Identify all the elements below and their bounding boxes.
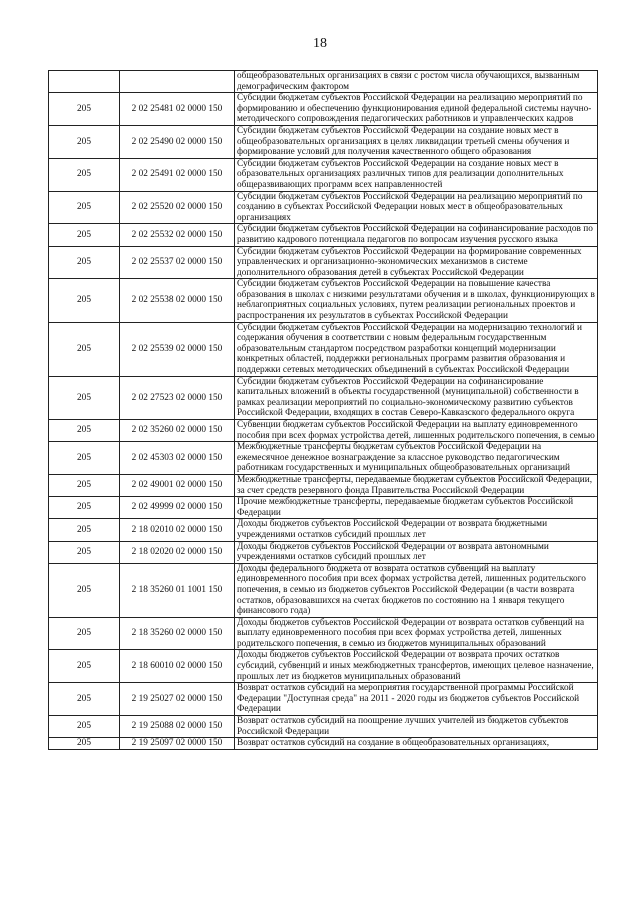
description-cell: Субсидии бюджетам субъектов Российской Федерации на создание новых мест в образовательных организациях различных типов для реализации дополнительных общеразвивающих программ всех направленностей [235, 158, 598, 191]
admin-code-cell: 205 [49, 497, 120, 519]
description-cell: Субсидии бюджетам субъектов Российской Федерации на софинансирование капитальных вложений в объекты государственной (муниципальной) собственности в рамках реализации мероприятий по социально-экономическому развитию субъектов Российской Федерации, входящих в состав Северо-Кавказского федерального округа [235, 376, 598, 419]
budget-code-cell: 2 19 25027 02 0000 150 [120, 683, 235, 716]
description-cell: Доходы бюджетов субъектов Российской Федерации от возврата остатков субвенций на выплату единовременного пособия при всех формах устройства детей, лишенных родительского попечения, в семью из бюджетов муниципальных образований [235, 617, 598, 650]
description-cell: Доходы бюджетов субъектов Российской Федерации от возврата прочих остатков субсидий, субвенций и иных межбюджетных трансфертов, имеющих целевое назначение, прошлых лет из бюджетов муниципальных образований [235, 650, 598, 683]
budget-code-cell: 2 02 25481 02 0000 150 [120, 93, 235, 126]
description-cell: Доходы бюджетов субъектов Российской Федерации от возврата автономными учреждениями остатков субсидий прошлых лет [235, 541, 598, 563]
description-cell: Субсидии бюджетам субъектов Российской Федерации на создание новых мест в общеобразовательных организациях в целях ликвидации третьей смены обучения и формирование условий для получения качественного общего образования [235, 125, 598, 158]
budget-code-cell: 2 02 25491 02 0000 150 [120, 158, 235, 191]
table-row [49, 650, 598, 683]
admin-code-cell: 205 [49, 93, 120, 126]
table-row [49, 497, 598, 519]
description-cell: общеобразовательных организациях в связи с ростом числа обучающихся, вызванным демографическим фактором [235, 71, 598, 93]
admin-code-cell: 205 [49, 650, 120, 683]
budget-code-cell: 2 02 27523 02 0000 150 [120, 376, 235, 419]
budget-code-cell: 2 19 25088 02 0000 150 [120, 716, 235, 738]
admin-code-cell: 205 [49, 191, 120, 224]
table-row [49, 420, 598, 442]
admin-code-cell: 205 [49, 322, 120, 376]
table-row [49, 716, 598, 738]
admin-code-cell: 205 [49, 279, 120, 322]
table-row [49, 71, 598, 93]
budget-code-cell: 2 02 49001 02 0000 150 [120, 474, 235, 496]
budget-code-cell: 2 02 25538 02 0000 150 [120, 279, 235, 322]
table-row [49, 738, 598, 750]
description-cell: Доходы федерального бюджета от возврата остатков субвенций на выплату единовременного пособия при всех формах устройства детей, лишенных родительского попечения, в семью из бюджетов субъектов Российской Федерации (в части возврата остатков, образовавшихся на счетах бюджетов по состоянию на 1 января текущего финансового года) [235, 563, 598, 617]
budget-code-cell: 2 19 25097 02 0000 150 [120, 738, 235, 750]
page-number: 18 [313, 36, 327, 51]
table-row [49, 563, 598, 617]
budget-code-cell: 2 02 45303 02 0000 150 [120, 442, 235, 475]
admin-code-cell: 205 [49, 420, 120, 442]
description-cell: Возврат остатков субсидий на поощрение лучших учителей из бюджетов субъектов Российской Федерации [235, 716, 598, 738]
admin-code-cell: 205 [49, 246, 120, 279]
budget-code-cell: 2 18 35260 02 0000 150 [120, 617, 235, 650]
budget-code-cell: 2 18 35260 01 1001 150 [120, 563, 235, 617]
budget-code-cell: 2 18 02010 02 0000 150 [120, 519, 235, 541]
table-row [49, 617, 598, 650]
description-cell: Субвенции бюджетам субъектов Российской Федерации на выплату единовременного пособия при всех формах устройства детей, лишенных родительского попечения, в семью [235, 420, 598, 442]
budget-classification-table [48, 70, 598, 750]
description-cell: Возврат остатков субсидий на создание в общеобразовательных организациях, [235, 738, 598, 750]
description-cell: Субсидии бюджетам субъектов Российской Федерации на реализацию мероприятий по формированию и обеспечению функционирования единой федеральной системы научно-методического сопровождения педагогических работников и управленческих кадров [235, 93, 598, 126]
budget-code-cell: 2 18 60010 02 0000 150 [120, 650, 235, 683]
table-row [49, 125, 598, 158]
admin-code-cell: 205 [49, 716, 120, 738]
admin-code-cell: 205 [49, 617, 120, 650]
description-cell: Межбюджетные трансферты, передаваемые бюджетам субъектов Российской Федерации, за счет средств резервного фонда Правительства Российской Федерации [235, 474, 598, 496]
budget-code-cell [120, 71, 235, 93]
table-row [49, 442, 598, 475]
description-cell: Субсидии бюджетам субъектов Российской Федерации на повышение качества образования в школах с низкими результатами обучения и в школах, функционирующих в неблагоприятных социальных условиях, путем реализации региональных проектов и распространения их результатов в субъектах Российской Федерации [235, 279, 598, 322]
table-row [49, 322, 598, 376]
description-cell: Субсидии бюджетам субъектов Российской Федерации на модернизацию технологий и содержания обучения в соответствии с новым федеральным государственным образовательным стандартом посредством разработки концепций модернизации конкретных областей, поддержки региональных программ развития образования и поддержки сетевых методических объединений в субъектах Российской Федерации [235, 322, 598, 376]
table-row [49, 93, 598, 126]
budget-code-cell: 2 02 25539 02 0000 150 [120, 322, 235, 376]
admin-code-cell [49, 71, 120, 93]
description-cell: Субсидии бюджетам субъектов Российской Федерации на софинансирование расходов по развитию кадрового потенциала педагогов по вопросам изучения русского языка [235, 224, 598, 246]
table-row [49, 519, 598, 541]
table-row [49, 224, 598, 246]
table-row [49, 474, 598, 496]
admin-code-cell: 205 [49, 683, 120, 716]
admin-code-cell: 205 [49, 376, 120, 419]
description-cell: Доходы бюджетов субъектов Российской Федерации от возврата бюджетными учреждениями остатков субсидий прошлых лет [235, 519, 598, 541]
admin-code-cell: 205 [49, 442, 120, 475]
admin-code-cell: 205 [49, 158, 120, 191]
table-row [49, 683, 598, 716]
budget-code-cell: 2 02 35260 02 0000 150 [120, 420, 235, 442]
admin-code-cell: 205 [49, 125, 120, 158]
admin-code-cell: 205 [49, 474, 120, 496]
table-row [49, 158, 598, 191]
description-cell: Межбюджетные трансферты бюджетам субъектов Российской Федерации на ежемесячное денежное вознаграждение за классное руководство педагогическим работникам государственных и муниципальных общеобразовательных организаций [235, 442, 598, 475]
admin-code-cell: 205 [49, 519, 120, 541]
table-row [49, 191, 598, 224]
description-cell: Возврат остатков субсидий на мероприятия государственной программы Российской Федерации "Доступная среда" на 2011 - 2020 годы из бюджетов субъектов Российской Федерации [235, 683, 598, 716]
admin-code-cell: 205 [49, 541, 120, 563]
admin-code-cell: 205 [49, 738, 120, 750]
budget-code-cell: 2 02 25537 02 0000 150 [120, 246, 235, 279]
budget-code-cell: 2 02 25490 02 0000 150 [120, 125, 235, 158]
table-row [49, 376, 598, 419]
admin-code-cell: 205 [49, 224, 120, 246]
table-row [49, 279, 598, 322]
admin-code-cell: 205 [49, 563, 120, 617]
description-cell: Субсидии бюджетам субъектов Российской Федерации на реализацию мероприятий по созданию в субъектах Российской Федерации новых мест в общеобразовательных организациях [235, 191, 598, 224]
description-cell: Субсидии бюджетам субъектов Российской Федерации на формирование современных управленческих и организационно-экономических механизмов в системе дополнительного образования детей в субъектах Российской Федерации [235, 246, 598, 279]
table-row [49, 541, 598, 563]
budget-code-cell: 2 02 25520 02 0000 150 [120, 191, 235, 224]
budget-code-cell: 2 18 02020 02 0000 150 [120, 541, 235, 563]
budget-code-cell: 2 02 49999 02 0000 150 [120, 497, 235, 519]
table-row [49, 246, 598, 279]
budget-code-cell: 2 02 25532 02 0000 150 [120, 224, 235, 246]
description-cell: Прочие межбюджетные трансферты, передаваемые бюджетам субъектов Российской Федерации [235, 497, 598, 519]
